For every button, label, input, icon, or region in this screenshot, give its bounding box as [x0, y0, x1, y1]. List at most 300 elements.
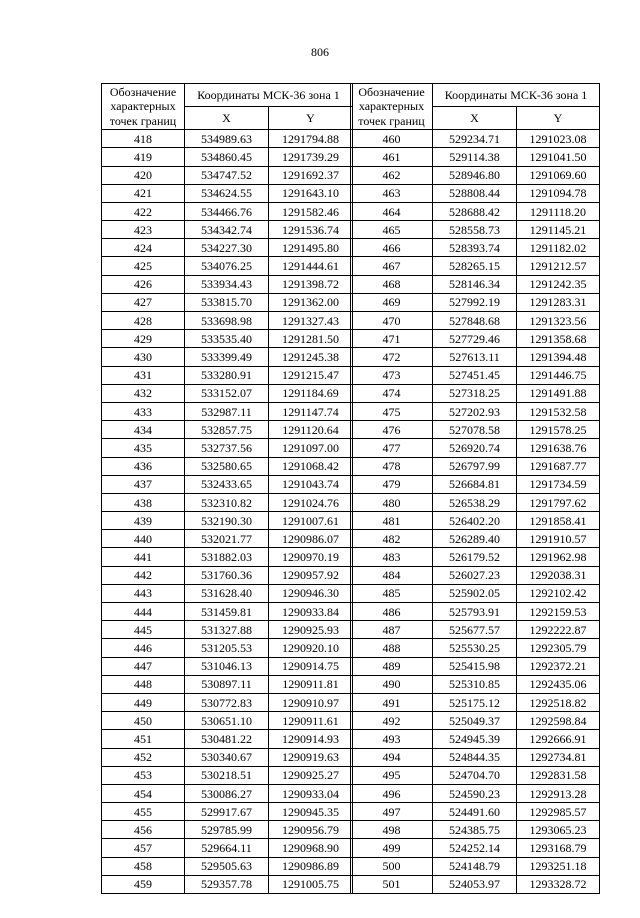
- x-coordinate-cell: 529357.78: [185, 875, 269, 893]
- y-coordinate-cell: 1291687.77: [517, 457, 600, 475]
- y-coordinate-cell: 1291962.98: [517, 548, 600, 566]
- point-number-cell: 452: [102, 748, 185, 766]
- point-number-cell: 423: [102, 221, 185, 239]
- point-number-cell: 474: [351, 384, 433, 402]
- point-number-cell: 469: [351, 293, 433, 311]
- x-coordinate-cell: 524704.70: [433, 766, 517, 784]
- point-number-cell: 424: [102, 239, 185, 257]
- point-number-cell: 439: [102, 512, 185, 530]
- y-coordinate-cell: 1290957.92: [269, 566, 353, 584]
- table-row: [102, 457, 353, 475]
- x-coordinate-cell: 530651.10: [185, 712, 269, 730]
- point-number-cell: 427: [102, 293, 185, 311]
- table-row: [102, 312, 353, 330]
- x-coordinate-cell: 527202.93: [433, 402, 517, 420]
- table-row: [102, 621, 353, 639]
- y-coordinate-cell: 1290968.90: [269, 839, 353, 857]
- table-row: [102, 748, 353, 766]
- y-coordinate-cell: 1291283.31: [517, 293, 600, 311]
- table-row: [351, 639, 600, 657]
- y-coordinate-cell: 1291118.20: [517, 202, 600, 220]
- table-row: [351, 202, 600, 220]
- coordinates-table-right: [350, 83, 600, 894]
- point-number-cell: 477: [351, 439, 433, 457]
- point-number-cell: 463: [351, 184, 433, 202]
- point-number-cell: 465: [351, 221, 433, 239]
- table-row: [102, 821, 353, 839]
- point-number-cell: 486: [351, 603, 433, 621]
- point-number-cell: 442: [102, 566, 185, 584]
- point-number-cell: 448: [102, 675, 185, 693]
- point-number-cell: 495: [351, 766, 433, 784]
- point-number-cell: 482: [351, 530, 433, 548]
- x-coordinate-cell: 524385.75: [433, 821, 517, 839]
- table-row: [351, 675, 600, 693]
- point-number-cell: 491: [351, 693, 433, 711]
- point-number-cell: 456: [102, 821, 185, 839]
- y-coordinate-cell: 1293328.72: [517, 875, 600, 893]
- table-row: [351, 130, 600, 148]
- x-coordinate-cell: 531882.03: [185, 548, 269, 566]
- x-coordinate-cell: 524252.14: [433, 839, 517, 857]
- point-number-cell: 467: [351, 257, 433, 275]
- x-coordinate-cell: 533815.70: [185, 293, 269, 311]
- y-coordinate-cell: 1291578.25: [517, 421, 600, 439]
- x-coordinate-cell: 528946.80: [433, 166, 517, 184]
- x-header: X: [185, 107, 269, 130]
- y-coordinate-cell: 1291358.68: [517, 330, 600, 348]
- y-coordinate-cell: 1291692.37: [269, 166, 353, 184]
- y-coordinate-cell: 1290946.30: [269, 584, 353, 602]
- y-coordinate-cell: 1291147.74: [269, 402, 353, 420]
- table-row: [102, 384, 353, 402]
- y-coordinate-cell: 1291794.88: [269, 130, 353, 148]
- point-number-cell: 476: [351, 421, 433, 439]
- point-number-cell: 455: [102, 803, 185, 821]
- table-row: [351, 421, 600, 439]
- y-coordinate-cell: 1291212.57: [517, 257, 600, 275]
- point-number-cell: 441: [102, 548, 185, 566]
- y-coordinate-cell: 1290925.27: [269, 766, 353, 784]
- table-row: [102, 875, 353, 893]
- x-coordinate-cell: 534624.55: [185, 184, 269, 202]
- x-coordinate-cell: 527451.45: [433, 366, 517, 384]
- x-coordinate-cell: 531459.81: [185, 603, 269, 621]
- x-coordinate-cell: 534227.30: [185, 239, 269, 257]
- table-row: [351, 148, 600, 166]
- y-coordinate-cell: 1291041.50: [517, 148, 600, 166]
- y-coordinate-cell: 1291582.46: [269, 202, 353, 220]
- table-row: [102, 439, 353, 457]
- point-number-cell: 459: [102, 875, 185, 893]
- designation-header: Обозначение характерных точек границ: [351, 84, 433, 130]
- x-coordinate-cell: 525049.37: [433, 712, 517, 730]
- x-coordinate-cell: 528808.44: [433, 184, 517, 202]
- x-coordinate-cell: 534747.52: [185, 166, 269, 184]
- x-coordinate-cell: 524590.23: [433, 784, 517, 802]
- x-coordinate-cell: 527078.58: [433, 421, 517, 439]
- table-row: [351, 330, 600, 348]
- y-coordinate-cell: 1291281.50: [269, 330, 353, 348]
- table-row: [351, 712, 600, 730]
- y-coordinate-cell: 1291145.21: [517, 221, 600, 239]
- y-coordinate-cell: 1291532.58: [517, 402, 600, 420]
- y-coordinate-cell: 1291182.02: [517, 239, 600, 257]
- y-coordinate-cell: 1291184.69: [269, 384, 353, 402]
- point-number-cell: 433: [102, 402, 185, 420]
- point-number-cell: 446: [102, 639, 185, 657]
- table-row: [102, 603, 353, 621]
- y-coordinate-cell: 1292222.87: [517, 621, 600, 639]
- point-number-cell: 499: [351, 839, 433, 857]
- x-coordinate-cell: 529505.63: [185, 857, 269, 875]
- point-number-cell: 445: [102, 621, 185, 639]
- table-row: [351, 493, 600, 511]
- table-row: [351, 693, 600, 711]
- table-row: [102, 839, 353, 857]
- y-header: Y: [517, 107, 600, 130]
- x-coordinate-cell: 529917.67: [185, 803, 269, 821]
- x-coordinate-cell: 532580.65: [185, 457, 269, 475]
- x-coordinate-cell: 533698.98: [185, 312, 269, 330]
- table-row: [102, 639, 353, 657]
- x-coordinate-cell: 526684.81: [433, 475, 517, 493]
- x-coordinate-cell: 527992.19: [433, 293, 517, 311]
- point-number-cell: 478: [351, 457, 433, 475]
- y-coordinate-cell: 1290933.84: [269, 603, 353, 621]
- point-number-cell: 483: [351, 548, 433, 566]
- table-row: [351, 530, 600, 548]
- table-row: [102, 566, 353, 584]
- x-coordinate-cell: 524844.35: [433, 748, 517, 766]
- x-coordinate-cell: 531046.13: [185, 657, 269, 675]
- x-coordinate-cell: 525902.05: [433, 584, 517, 602]
- y-coordinate-cell: 1291097.00: [269, 439, 353, 457]
- table-row: [102, 803, 353, 821]
- table-row: [102, 402, 353, 420]
- point-number-cell: 431: [102, 366, 185, 384]
- table-row: [351, 384, 600, 402]
- x-coordinate-cell: 530086.27: [185, 784, 269, 802]
- table-row: [102, 530, 353, 548]
- table-row: [351, 239, 600, 257]
- y-coordinate-cell: 1291245.38: [269, 348, 353, 366]
- table-row: [102, 766, 353, 784]
- table-row: [102, 348, 353, 366]
- y-coordinate-cell: 1290910.97: [269, 693, 353, 711]
- point-number-cell: 440: [102, 530, 185, 548]
- y-header: Y: [269, 107, 353, 130]
- x-coordinate-cell: 531327.88: [185, 621, 269, 639]
- point-number-cell: 497: [351, 803, 433, 821]
- x-coordinate-cell: 530481.22: [185, 730, 269, 748]
- table-row: [351, 366, 600, 384]
- table-row: [102, 202, 353, 220]
- point-number-cell: 419: [102, 148, 185, 166]
- x-coordinate-cell: 527318.25: [433, 384, 517, 402]
- table-row: [102, 166, 353, 184]
- y-coordinate-cell: 1293251.18: [517, 857, 600, 875]
- y-coordinate-cell: 1290920.10: [269, 639, 353, 657]
- x-coordinate-cell: 525677.57: [433, 621, 517, 639]
- point-number-cell: 484: [351, 566, 433, 584]
- point-number-cell: 500: [351, 857, 433, 875]
- x-coordinate-cell: 534989.63: [185, 130, 269, 148]
- coord-system-header: Координаты МСК-36 зона 1: [185, 84, 353, 107]
- x-coordinate-cell: 531205.53: [185, 639, 269, 657]
- x-coordinate-cell: 533280.91: [185, 366, 269, 384]
- y-coordinate-cell: 1290970.19: [269, 548, 353, 566]
- y-coordinate-cell: 1292038.31: [517, 566, 600, 584]
- y-coordinate-cell: 1291638.76: [517, 439, 600, 457]
- point-number-cell: 468: [351, 275, 433, 293]
- x-coordinate-cell: 524053.97: [433, 875, 517, 893]
- point-number-cell: 479: [351, 475, 433, 493]
- x-coordinate-cell: 531760.36: [185, 566, 269, 584]
- x-coordinate-cell: 533535.40: [185, 330, 269, 348]
- point-number-cell: 461: [351, 148, 433, 166]
- y-coordinate-cell: 1291446.75: [517, 366, 600, 384]
- point-number-cell: 434: [102, 421, 185, 439]
- x-coordinate-cell: 526027.23: [433, 566, 517, 584]
- table-row: [351, 803, 600, 821]
- y-coordinate-cell: 1291495.80: [269, 239, 353, 257]
- x-coordinate-cell: 532737.56: [185, 439, 269, 457]
- table-row: [102, 475, 353, 493]
- table-row: [102, 275, 353, 293]
- x-coordinate-cell: 534076.25: [185, 257, 269, 275]
- x-coordinate-cell: 526538.29: [433, 493, 517, 511]
- y-coordinate-cell: 1291536.74: [269, 221, 353, 239]
- table-row: [351, 475, 600, 493]
- x-coordinate-cell: 524491.60: [433, 803, 517, 821]
- table-row: [351, 184, 600, 202]
- point-number-cell: 443: [102, 584, 185, 602]
- point-number-cell: 421: [102, 184, 185, 202]
- y-coordinate-cell: 1291858.41: [517, 512, 600, 530]
- x-coordinate-cell: 528265.15: [433, 257, 517, 275]
- x-coordinate-cell: 526179.52: [433, 548, 517, 566]
- table-row: [102, 293, 353, 311]
- y-coordinate-cell: 1292102.42: [517, 584, 600, 602]
- x-coordinate-cell: 524945.39: [433, 730, 517, 748]
- table-row: [102, 675, 353, 693]
- point-number-cell: 429: [102, 330, 185, 348]
- y-coordinate-cell: 1290914.75: [269, 657, 353, 675]
- y-coordinate-cell: 1291094.78: [517, 184, 600, 202]
- point-number-cell: 457: [102, 839, 185, 857]
- table-row: [351, 839, 600, 857]
- y-coordinate-cell: 1291398.72: [269, 275, 353, 293]
- point-number-cell: 494: [351, 748, 433, 766]
- y-coordinate-cell: 1291043.74: [269, 475, 353, 493]
- x-coordinate-cell: 524148.79: [433, 857, 517, 875]
- x-coordinate-cell: 529664.11: [185, 839, 269, 857]
- y-coordinate-cell: 1292598.84: [517, 712, 600, 730]
- y-coordinate-cell: 1292305.79: [517, 639, 600, 657]
- table-row: [351, 402, 600, 420]
- y-coordinate-cell: 1291362.00: [269, 293, 353, 311]
- point-number-cell: 480: [351, 493, 433, 511]
- table-row: [102, 784, 353, 802]
- point-number-cell: 485: [351, 584, 433, 602]
- x-coordinate-cell: 533934.43: [185, 275, 269, 293]
- point-number-cell: 430: [102, 348, 185, 366]
- table-row: [351, 603, 600, 621]
- y-coordinate-cell: 1291323.56: [517, 312, 600, 330]
- table-row: [351, 257, 600, 275]
- y-coordinate-cell: 1290986.89: [269, 857, 353, 875]
- x-coordinate-cell: 525175.12: [433, 693, 517, 711]
- point-number-cell: 496: [351, 784, 433, 802]
- page-number: 806: [311, 45, 329, 59]
- table-row: [351, 439, 600, 457]
- table-row: [351, 621, 600, 639]
- table-row: [102, 366, 353, 384]
- y-coordinate-cell: 1291491.88: [517, 384, 600, 402]
- x-coordinate-cell: 532021.77: [185, 530, 269, 548]
- table-row: [102, 712, 353, 730]
- table-row: [102, 548, 353, 566]
- table-row: [102, 184, 353, 202]
- y-coordinate-cell: 1290914.93: [269, 730, 353, 748]
- point-number-cell: 449: [102, 693, 185, 711]
- point-number-cell: 453: [102, 766, 185, 784]
- point-number-cell: 475: [351, 402, 433, 420]
- y-coordinate-cell: 1291734.59: [517, 475, 600, 493]
- coordinates-table-left: [101, 83, 353, 894]
- point-number-cell: 470: [351, 312, 433, 330]
- y-coordinate-cell: 1291024.76: [269, 493, 353, 511]
- x-coordinate-cell: 528393.74: [433, 239, 517, 257]
- table-row: [351, 457, 600, 475]
- x-coordinate-cell: 530897.11: [185, 675, 269, 693]
- y-coordinate-cell: 1292435.06: [517, 675, 600, 693]
- y-coordinate-cell: 1291797.62: [517, 493, 600, 511]
- x-coordinate-cell: 530772.83: [185, 693, 269, 711]
- table-row: [351, 566, 600, 584]
- x-coordinate-cell: 532190.30: [185, 512, 269, 530]
- x-coordinate-cell: 533152.07: [185, 384, 269, 402]
- y-coordinate-cell: 1291068.42: [269, 457, 353, 475]
- table-row: [351, 784, 600, 802]
- y-coordinate-cell: 1293168.79: [517, 839, 600, 857]
- point-number-cell: 444: [102, 603, 185, 621]
- x-coordinate-cell: 528688.42: [433, 202, 517, 220]
- x-header: X: [433, 107, 517, 130]
- point-number-cell: 493: [351, 730, 433, 748]
- y-coordinate-cell: 1291910.57: [517, 530, 600, 548]
- y-coordinate-cell: 1291007.61: [269, 512, 353, 530]
- table-row: [102, 493, 353, 511]
- x-coordinate-cell: 532857.75: [185, 421, 269, 439]
- point-number-cell: 458: [102, 857, 185, 875]
- table-row: [102, 221, 353, 239]
- point-number-cell: 501: [351, 875, 433, 893]
- x-coordinate-cell: 527613.11: [433, 348, 517, 366]
- y-coordinate-cell: 1292518.82: [517, 693, 600, 711]
- table-row: [351, 657, 600, 675]
- y-coordinate-cell: 1291120.64: [269, 421, 353, 439]
- y-coordinate-cell: 1290911.61: [269, 712, 353, 730]
- y-coordinate-cell: 1292159.53: [517, 603, 600, 621]
- y-coordinate-cell: 1292985.57: [517, 803, 600, 821]
- y-coordinate-cell: 1291394.48: [517, 348, 600, 366]
- point-number-cell: 488: [351, 639, 433, 657]
- table-row: [351, 730, 600, 748]
- table-row: [351, 293, 600, 311]
- y-coordinate-cell: 1291739.29: [269, 148, 353, 166]
- point-number-cell: 435: [102, 439, 185, 457]
- point-number-cell: 428: [102, 312, 185, 330]
- x-coordinate-cell: 530218.51: [185, 766, 269, 784]
- x-coordinate-cell: 525793.91: [433, 603, 517, 621]
- table-row: [102, 730, 353, 748]
- y-coordinate-cell: 1292372.21: [517, 657, 600, 675]
- table-row: [351, 312, 600, 330]
- x-coordinate-cell: 526920.74: [433, 439, 517, 457]
- point-number-cell: 425: [102, 257, 185, 275]
- table-row: [102, 421, 353, 439]
- table-row: [351, 512, 600, 530]
- point-number-cell: 422: [102, 202, 185, 220]
- x-coordinate-cell: 526402.20: [433, 512, 517, 530]
- x-coordinate-cell: 534466.76: [185, 202, 269, 220]
- table-row: [351, 857, 600, 875]
- table-row: [102, 239, 353, 257]
- x-coordinate-cell: 529114.38: [433, 148, 517, 166]
- y-coordinate-cell: 1292666.91: [517, 730, 600, 748]
- point-number-cell: 426: [102, 275, 185, 293]
- x-coordinate-cell: 527729.46: [433, 330, 517, 348]
- point-number-cell: 472: [351, 348, 433, 366]
- x-coordinate-cell: 529785.99: [185, 821, 269, 839]
- coord-system-header: Координаты МСК-36 зона 1: [433, 84, 600, 107]
- x-coordinate-cell: 532310.82: [185, 493, 269, 511]
- table-row: [102, 857, 353, 875]
- point-number-cell: 454: [102, 784, 185, 802]
- x-coordinate-cell: 531628.40: [185, 584, 269, 602]
- table-row: [351, 348, 600, 366]
- point-number-cell: 451: [102, 730, 185, 748]
- point-number-cell: 432: [102, 384, 185, 402]
- table-row: [351, 584, 600, 602]
- y-coordinate-cell: 1291215.47: [269, 366, 353, 384]
- x-coordinate-cell: 525310.85: [433, 675, 517, 693]
- x-coordinate-cell: 534342.74: [185, 221, 269, 239]
- y-coordinate-cell: 1291327.43: [269, 312, 353, 330]
- x-coordinate-cell: 528558.73: [433, 221, 517, 239]
- x-coordinate-cell: 529234.71: [433, 130, 517, 148]
- table-row: [351, 221, 600, 239]
- table-row: [351, 748, 600, 766]
- x-coordinate-cell: 526797.99: [433, 457, 517, 475]
- point-number-cell: 438: [102, 493, 185, 511]
- table-row: [351, 766, 600, 784]
- x-coordinate-cell: 530340.67: [185, 748, 269, 766]
- point-number-cell: 447: [102, 657, 185, 675]
- x-coordinate-cell: 527848.68: [433, 312, 517, 330]
- y-coordinate-cell: 1292734.81: [517, 748, 600, 766]
- y-coordinate-cell: 1290933.04: [269, 784, 353, 802]
- y-coordinate-cell: 1291069.60: [517, 166, 600, 184]
- x-coordinate-cell: 528146.34: [433, 275, 517, 293]
- table-row: [102, 584, 353, 602]
- point-number-cell: 466: [351, 239, 433, 257]
- y-coordinate-cell: 1290925.93: [269, 621, 353, 639]
- x-coordinate-cell: 534860.45: [185, 148, 269, 166]
- point-number-cell: 490: [351, 675, 433, 693]
